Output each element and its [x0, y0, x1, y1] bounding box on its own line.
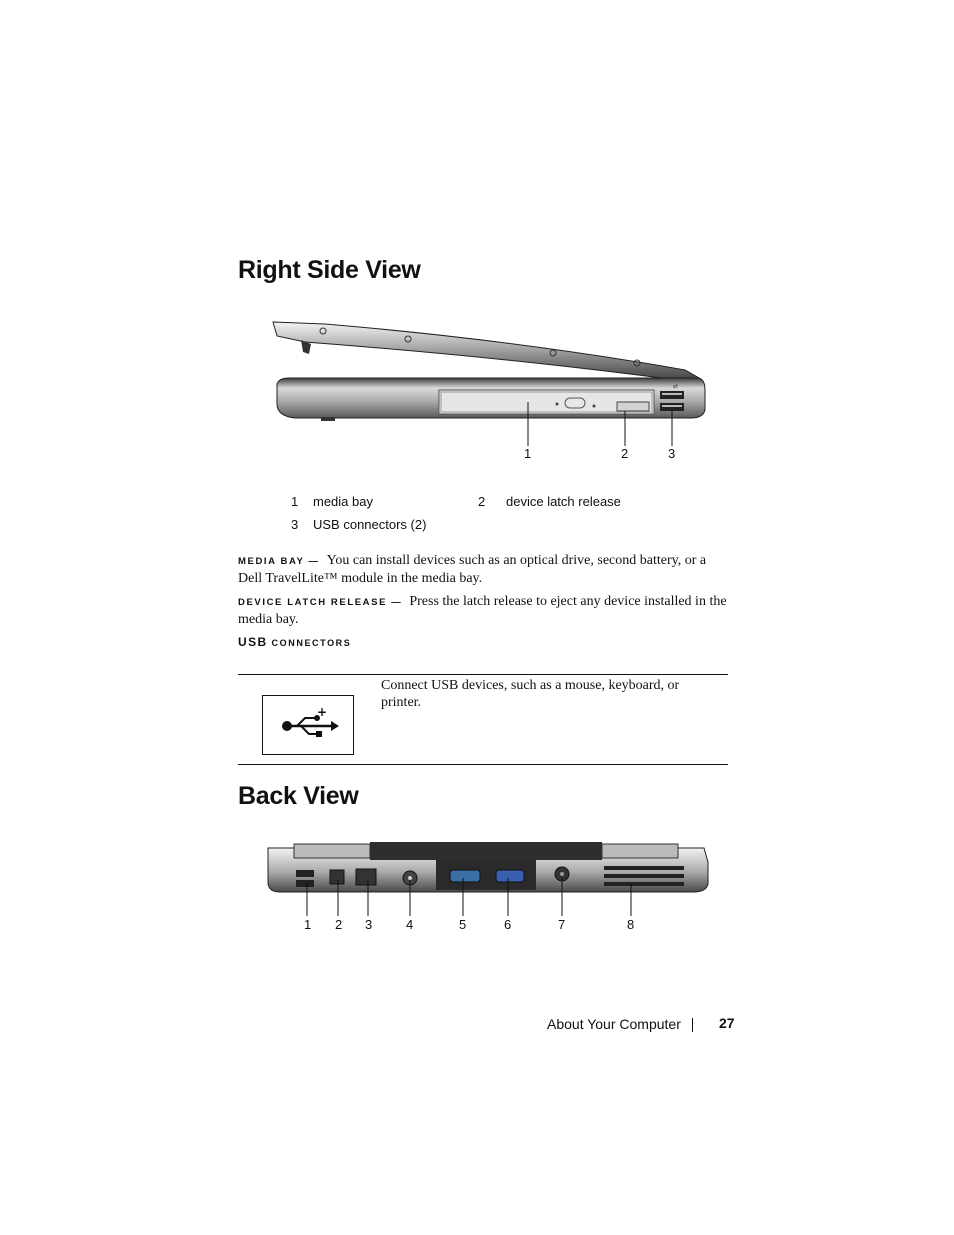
- usb-text-line: printer.: [381, 695, 422, 710]
- media-bay-term: MEDIA BAY —: [238, 556, 320, 567]
- legend-num: 1: [291, 494, 299, 509]
- usb-term-small: CONNECTORS: [271, 638, 352, 648]
- media-bay-text: You can install devices such as an optical drive, second battery, or a: [326, 553, 707, 568]
- legend-label: media bay: [313, 494, 373, 509]
- section-title-right-side: Right Side View: [238, 256, 421, 284]
- section-title-back: Back View: [238, 782, 359, 810]
- usb-term-big: USB: [238, 635, 268, 649]
- latch-text: Press the latch release to eject any device installed in the: [409, 594, 727, 609]
- back-callout-4: 4: [406, 917, 414, 932]
- latch-description: [238, 593, 738, 628]
- back-callout-3: 3: [365, 917, 373, 932]
- legend-label: device latch release: [506, 494, 621, 509]
- callout-2: 2: [621, 446, 629, 461]
- usb-connectors-heading: [238, 633, 351, 651]
- media-bay-text: Dell TravelLite™ module in the media bay.: [238, 571, 483, 586]
- back-callout-6: 6: [504, 917, 512, 932]
- callout-3: 3: [668, 446, 676, 461]
- back-callout-2: 2: [335, 917, 343, 932]
- callout-1: 1: [524, 446, 532, 461]
- back-laptop-illustration: [264, 840, 712, 920]
- footer-section-title: About Your Computer: [547, 1016, 681, 1032]
- legend-num: 2: [478, 494, 486, 509]
- svg-text:+: +: [317, 705, 328, 719]
- usb-icon: [263, 696, 352, 753]
- back-callout-7: 7: [558, 917, 566, 932]
- table-rule-top: [238, 674, 728, 675]
- back-callout-8: 8: [627, 917, 635, 932]
- media-bay-description: [238, 552, 738, 587]
- svg-text:⇄: ⇄: [673, 383, 679, 390]
- latch-term: DEVICE LATCH RELEASE —: [238, 597, 403, 608]
- usb-icon-box: [262, 695, 354, 755]
- back-callout-5: 5: [459, 917, 467, 932]
- latch-text: media bay.: [238, 612, 299, 627]
- right-side-laptop-illustration: [265, 318, 715, 463]
- legend-num: 3: [291, 517, 299, 532]
- usb-text-line: Connect USB devices, such as a mouse, keyboard, or: [381, 678, 680, 693]
- footer-divider: [692, 1018, 693, 1032]
- back-callout-1: 1: [304, 917, 312, 932]
- table-rule-bottom: [238, 764, 728, 765]
- page-number: 27: [719, 1015, 735, 1031]
- usb-table-text: [381, 677, 721, 711]
- legend-label: USB connectors (2): [313, 517, 427, 532]
